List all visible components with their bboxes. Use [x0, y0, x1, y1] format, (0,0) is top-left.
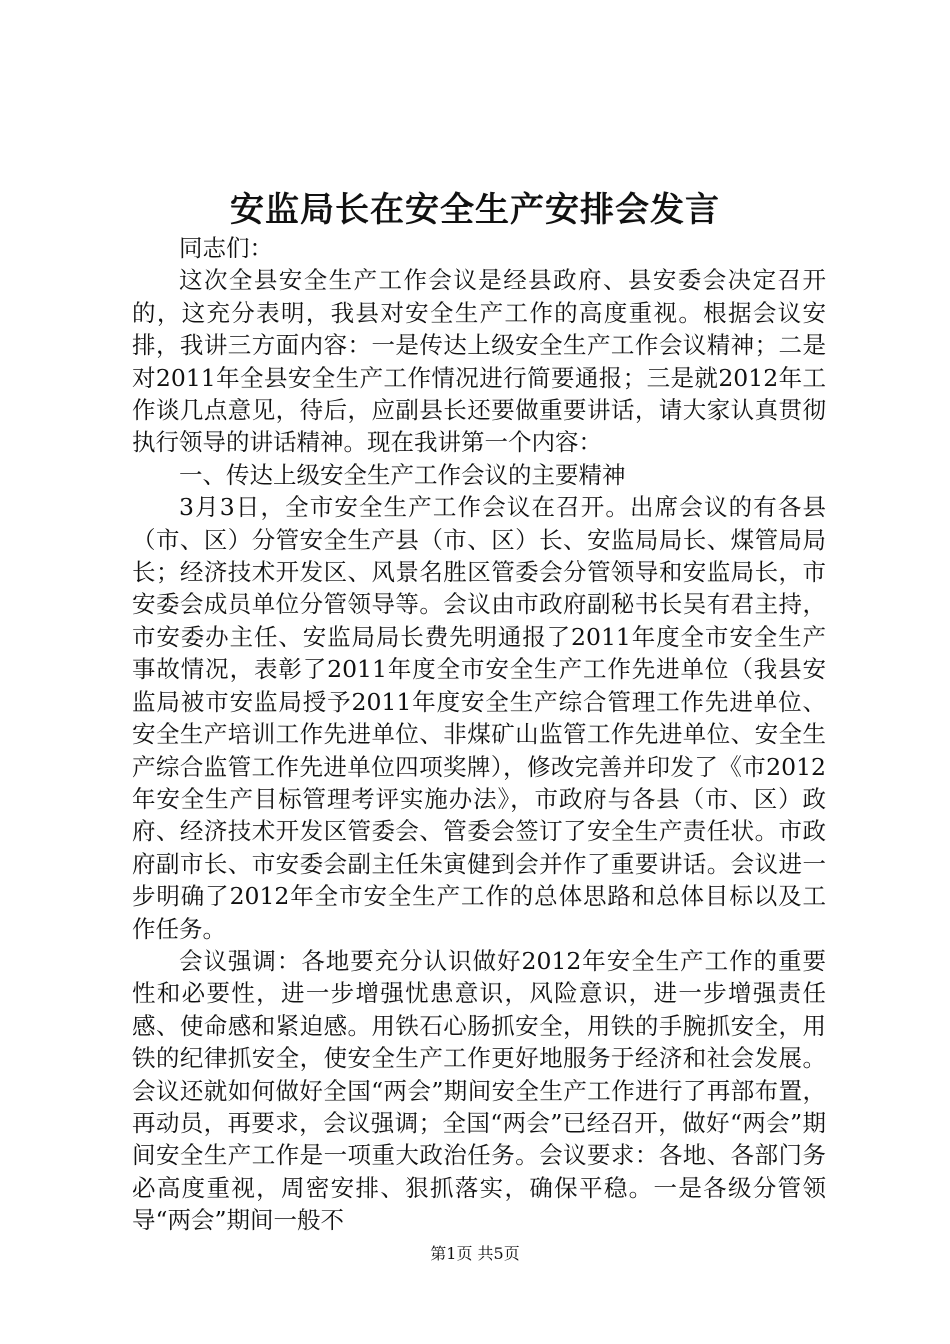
- body-paragraph: 会议强调：各地要充分认识做好2012年安全生产工作的重要性和必要性，进一步增强忧患意识，风险意识，进一步增强责任感、使命感和紧迫感。用铁石心肠抓安全，用铁的手腕抓安全，用铁的纪律抓安全，使安全生产工作更好地服务于经济和社会发展。会议还就如何做好全国“两会”期间安全生产工作进行了再部布置，再动员，再要求，会议强调；全国“两会”已经召开，做好“两会”期间安全生产工作是一项重大政治任务。会议要求：各地、各部门务必高度重视，周密安排、狠抓落实，确保平稳。一是各级分管领导“两会”期间一般不: [132, 946, 826, 1235]
- body-paragraph: 3月3日，全市安全生产工作会议在召开。出席会议的有各县（市、区）分管安全生产县（市、区）长、安监局局长、煤管局局长；经济技术开发区、风景名胜区管委会分管领导和安监局长，市安委会成员单位分管领导等。会议由市政府副秘书长吴有君主持，市安委办主任、安监局局长费先明通报了2011年度全市安全生产事故情况，表彰了2011年度全市安全生产工作先进单位（我县安监局被市安监局授予2011年度安全生产综合管理工作先进单位、安全生产培训工作先进单位、非煤矿山监管工作先进单位、安全生产综合监管工作先进单位四项奖牌），修改完善并印发了《市2012年安全生产目标管理考评实施办法》，市政府与各县（市、区）政府、经济技术开发区管委会、管委会签订了安全生产责任状。市政府副市长、市安委会副主任朱寅健到会并作了重要讲话。会议进一步明确了2012年全市安全生产工作的总体思路和总体目标以及工作任务。: [132, 493, 826, 943]
- section-heading: 一、传达上级安全生产工作会议的主要精神: [179, 460, 626, 489]
- salutation: 同志们：: [179, 234, 273, 262]
- document-body: [132, 232, 826, 1237]
- page-footer: 第1页 共5页: [430, 1244, 520, 1263]
- body-paragraph: 这次全县安全生产工作会议是经县政府、县安委会决定召开的，这充分表明，我县对安全生产工作的高度重视。根据会议安排，我讲三方面内容：一是传达上级安全生产工作会议精神；二是对2011年全县安全生产工作情况进行简要通报；三是就2012年工作谈几点意见，待后，应副县长还要做重要讲话，请大家认真贯彻执行领导的讲话精神。现在我讲第一个内容：: [132, 266, 826, 457]
- document-title: 安监局长在安全生产安排会发言: [230, 190, 720, 230]
